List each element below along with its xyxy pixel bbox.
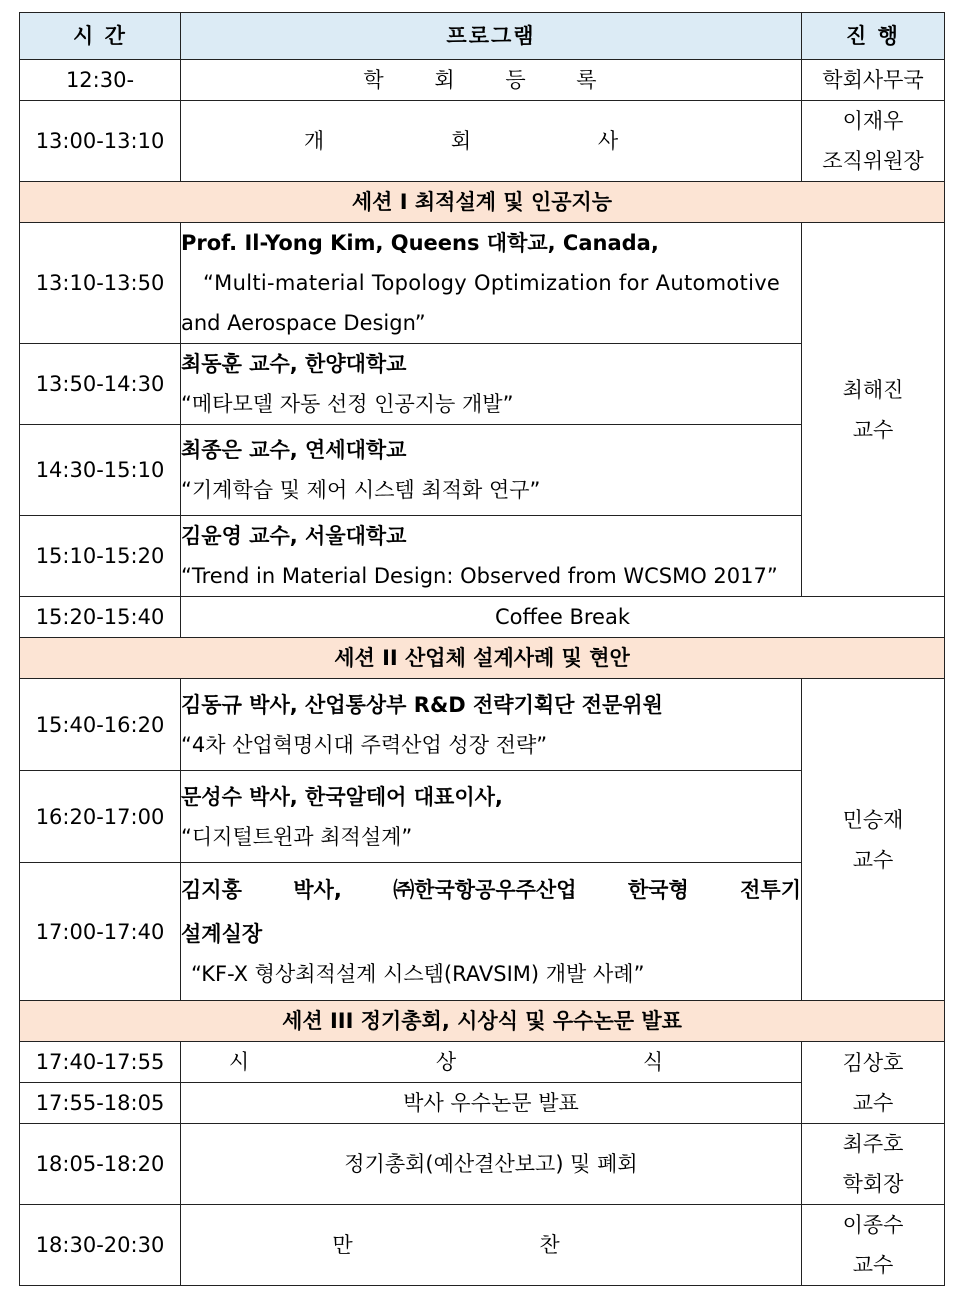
host-title: 학회장 bbox=[842, 1172, 904, 1196]
speaker: 김동규 박사, 산업통상부 R&D 전략기획단 전문위원 bbox=[181, 692, 663, 717]
time-cell: 17:55-18:05 bbox=[20, 1083, 181, 1124]
time-cell: 13:50-14:30 bbox=[20, 344, 181, 425]
talk-title: “메타모델 자동 선정 인공지능 개발” bbox=[181, 392, 514, 416]
time-cell: 15:10-15:20 bbox=[20, 516, 181, 597]
session-row bbox=[20, 182, 945, 223]
time-cell: 18:05-18:20 bbox=[20, 1124, 181, 1205]
program-cell bbox=[181, 101, 802, 182]
time-cell: 12:30- bbox=[20, 60, 181, 101]
speaker: 최종은 교수, 연세대학교 bbox=[181, 438, 407, 462]
host-title: 교수 bbox=[852, 1090, 894, 1115]
host-name: 이종수 bbox=[842, 1213, 904, 1237]
talk-title: “4차 산업혁명시대 주력산업 성장 전략” bbox=[181, 732, 548, 757]
session-title: 세션 II 산업체 설계사례 및 현안 bbox=[20, 638, 945, 679]
speaker bbox=[181, 870, 801, 910]
host-cell bbox=[802, 1124, 945, 1205]
time-cell: 15:40-16:20 bbox=[20, 679, 181, 771]
program-schedule-table bbox=[19, 12, 945, 1286]
header-time: 시 간 bbox=[20, 13, 181, 60]
header-host: 진 행 bbox=[802, 13, 945, 60]
talk-title: “기계학습 및 제어 시스템 최적화 연구” bbox=[181, 478, 541, 502]
table-row bbox=[20, 223, 945, 344]
program-cell bbox=[181, 679, 802, 771]
session-row bbox=[20, 1001, 945, 1042]
time-cell: 17:40-17:55 bbox=[20, 1042, 181, 1083]
time-cell: 18:30-20:30 bbox=[20, 1205, 181, 1286]
program-cell bbox=[181, 863, 802, 1001]
program-cell: 박사 우수논문 발표 bbox=[181, 1083, 802, 1124]
session-row bbox=[20, 638, 945, 679]
session-title: 세션 I 최적설계 및 인공지능 bbox=[20, 182, 945, 223]
table-row bbox=[20, 1124, 945, 1205]
host-cell bbox=[802, 1042, 945, 1124]
program-text: 만 찬 bbox=[332, 1233, 650, 1257]
time-cell: 16:20-17:00 bbox=[20, 771, 181, 863]
host-cell bbox=[802, 679, 945, 1001]
speaker-word: 박사, bbox=[293, 877, 342, 902]
host-cell bbox=[802, 1205, 945, 1286]
speaker-word: 전투기 bbox=[740, 877, 801, 902]
time-cell: 15:20-15:40 bbox=[20, 597, 181, 638]
program-cell bbox=[181, 344, 802, 425]
host-cell bbox=[802, 223, 945, 597]
host-name: 최해진 bbox=[842, 377, 904, 402]
speaker-cont: 설계실장 bbox=[181, 921, 263, 946]
host-name: 이재우 bbox=[842, 109, 904, 133]
host-name: 김상호 bbox=[842, 1050, 904, 1075]
program-cell bbox=[181, 1205, 802, 1286]
host-title: 조직위원장 bbox=[822, 149, 924, 173]
host-name: 최주호 bbox=[842, 1132, 904, 1156]
time-cell: 14:30-15:10 bbox=[20, 425, 181, 516]
program-cell bbox=[181, 223, 802, 344]
talk-title: “Multi-material Topology Optimization for Automotive bbox=[203, 271, 781, 295]
program-cell bbox=[181, 516, 802, 597]
speaker-word: ㈜한국항공우주산업 bbox=[393, 877, 577, 902]
speaker: 문성수 박사, 한국알테어 대표이사, bbox=[181, 784, 503, 809]
program-text: 시 상 식 bbox=[228, 1050, 754, 1074]
table-row bbox=[20, 597, 945, 638]
host-title: 교수 bbox=[852, 847, 894, 872]
host-title: 교수 bbox=[852, 1253, 894, 1277]
program-cell bbox=[181, 771, 802, 863]
talk-title-cont: and Aerospace Design” bbox=[181, 311, 426, 335]
speaker: 김윤영 교수, 서울대학교 bbox=[181, 524, 407, 548]
speaker: 최동훈 교수, 한양대학교 bbox=[181, 352, 407, 376]
speaker: Prof. Il-Yong Kim, Queens 대학교, Canada, bbox=[181, 231, 659, 255]
host-title: 교수 bbox=[852, 417, 894, 442]
talk-title: “Trend in Material Design: Observed from WCSMO 2017” bbox=[181, 564, 778, 588]
table-row bbox=[20, 101, 945, 182]
host-name: 민승재 bbox=[842, 807, 904, 832]
speaker-word: 김지홍 bbox=[181, 877, 242, 902]
table-row bbox=[20, 1205, 945, 1286]
program-cell bbox=[181, 425, 802, 516]
host-cell bbox=[802, 101, 945, 182]
program-cell: Coffee Break bbox=[181, 597, 945, 638]
header-program: 프로그램 bbox=[181, 13, 802, 60]
table-row bbox=[20, 60, 945, 101]
speaker-word: 한국형 bbox=[627, 877, 689, 902]
time-cell: 13:00-13:10 bbox=[20, 101, 181, 182]
time-cell: 13:10-13:50 bbox=[20, 223, 181, 344]
program-cell: 정기총회(예산결산보고) 및 폐회 bbox=[181, 1124, 802, 1205]
header-row bbox=[20, 13, 945, 60]
table-row bbox=[20, 679, 945, 771]
talk-title: “디지털트윈과 최적설계” bbox=[181, 824, 413, 849]
table-row bbox=[20, 1042, 945, 1083]
program-text: 학 회 등 록 bbox=[363, 68, 619, 92]
program-text: 개 회 사 bbox=[303, 129, 679, 153]
talk-title: “KF-X 형상최적설계 시스템(RAVSIM) 개발 사례” bbox=[191, 961, 645, 986]
session-title: 세션 III 정기총회, 시상식 및 우수논문 발표 bbox=[20, 1001, 945, 1042]
program-cell bbox=[181, 60, 802, 101]
time-cell: 17:00-17:40 bbox=[20, 863, 181, 1001]
host-cell: 학회사무국 bbox=[802, 60, 945, 101]
program-cell bbox=[181, 1042, 802, 1083]
